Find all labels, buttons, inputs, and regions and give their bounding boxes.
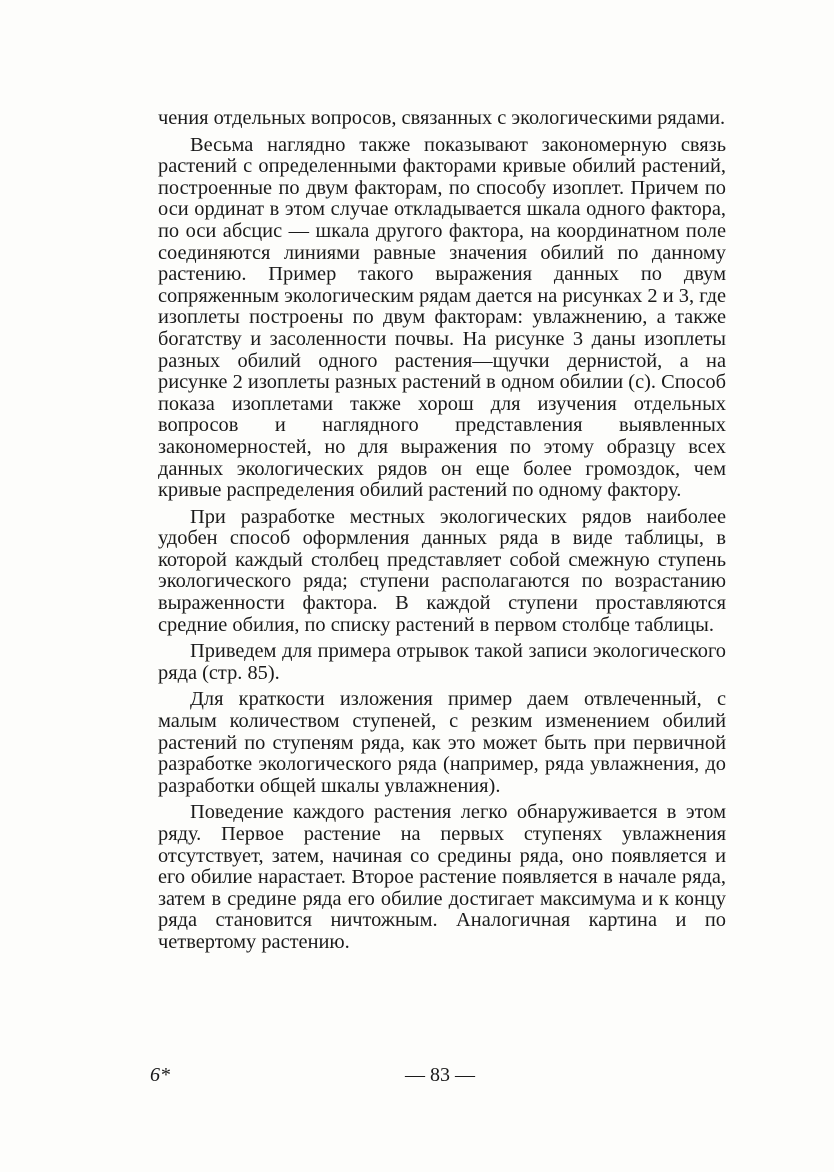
paragraph-isoplets: Весьма наглядно также показывают закономерную связь растений с определенными факторами кривые обилий растений, построенные по двум факторам, по способу изоплет. Причем по оси ординат в этом случае откладывается шкала одного фактора, по оси абсцис — шкала другого фактора, на координатном поле соединяются линиями равные значения обилий по данному растению. Пример такого выражения данных по двум сопряженным экологическим рядам дается на рисунках 2 и 3, где изоплеты построены по двум факторам: увлажнению, а также богатству и засоленности почвы. На рисунке 3 даны изоплеты разных обилий одного растения—щучки дернистой, а на рисунке 2 изоплеты разных растений в одном обилии (с). Способ показа изоплетами также хорош для изучения отдельных вопросов и наглядного представления выявленных закономерностей, но для выражения по этому образцу всех данных экологических рядов он еще более громоздок, чем кривые распределения обилий растений по одному фактору. <box>158 133 726 502</box>
paragraph-brevity: Для краткости изложения пример даем отвлеченный, с малым количеством ступеней, с резким изменением обилий растений по ступеням ряда, как это может быть при первичной разработке экологического ряда (например, ряда увлажнения, до разработки общей шкалы увлажнения). <box>158 688 726 797</box>
paragraph-behavior: Поведение каждого растения легко обнаруживается в этом ряду. Первое растение на первых ступенях увлажнения отсутствует, затем, начиная со средины ряда, оно появляется и его обилие нарастает. Второе растение появляется в начале ряда, затем в средине ряда его обилие достигает максимума и к концу ряда становится ничтожным. Аналогичная картина и по четвертому растению. <box>158 801 726 953</box>
signature-mark: 6* <box>150 1064 170 1086</box>
main-text <box>158 108 726 959</box>
page-number: — 83 — <box>405 1064 475 1086</box>
paragraph-example-intro: Приведем для примера отрывок такой записи экологического ряда (стр. 85). <box>158 640 726 684</box>
page-footer <box>0 1064 834 1094</box>
paragraph-continuation: чения отдельных вопросов, связанных с экологическими рядами. <box>158 107 726 129</box>
paragraph-table-method: При разработке местных экологических рядов наиболее удобен способ оформления данных ряда в виде таблицы, в которой каждый столбец представляет собой смежную ступень экологического ряда; ступени располагаются по возрастанию выраженности фактора. В каждой ступени проставляются средние обилия, по списку растений в первом столбце таблицы. <box>158 505 726 636</box>
